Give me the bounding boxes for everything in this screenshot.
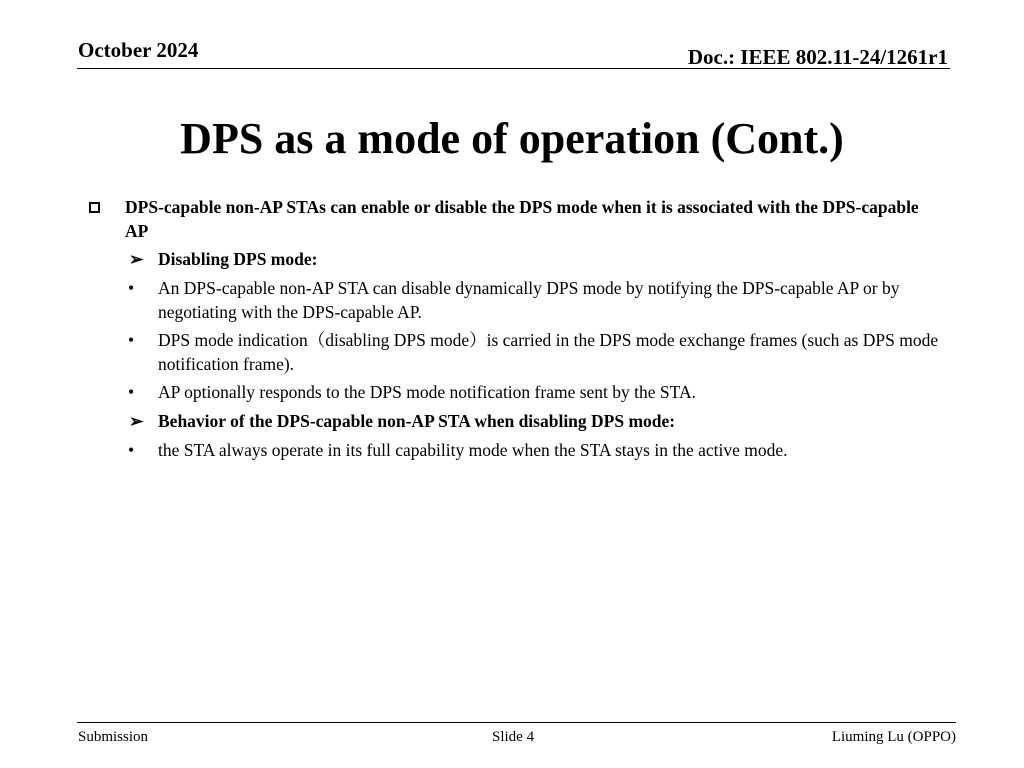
bullet-text: An DPS-capable non-AP STA can disable dynamically DPS mode by notifying the DPS-capable AP or by negotiating with the DPS-capable AP. bbox=[158, 278, 900, 322]
dot-bullet-icon: • bbox=[128, 382, 135, 402]
footer-rule bbox=[77, 722, 956, 723]
slide-title: DPS as a mode of operation (Cont.) bbox=[180, 114, 844, 163]
footer-author: Liuming Lu (OPPO) bbox=[831, 729, 956, 745]
bullet-text: the STA always operate in its full capability mode when the STA stays in the active mode. bbox=[158, 440, 788, 460]
footer-submission: Submission bbox=[78, 729, 149, 745]
bullet-text: DPS mode indication（disabling DPS mode）is carried in the DPS mode exchange frames (such as DPS mode notification frame). bbox=[158, 330, 939, 374]
bullet-text: Disabling DPS mode: bbox=[158, 249, 318, 269]
dot-bullet-icon: • bbox=[128, 440, 135, 460]
dot-bullet-icon: • bbox=[128, 278, 135, 298]
header-date: October 2024 bbox=[78, 38, 199, 62]
bullet-text: AP optionally responds to the DPS mode notification frame sent by the STA. bbox=[158, 382, 696, 402]
square-bullet-icon bbox=[89, 196, 109, 220]
arrow-bullet-icon: ➢ bbox=[129, 411, 144, 431]
header-rule bbox=[77, 68, 950, 69]
dot-bullet-icon: • bbox=[128, 330, 135, 350]
arrow-bullet-icon: ➢ bbox=[129, 249, 144, 269]
footer-slide-number: Slide 4 bbox=[492, 729, 535, 745]
bullet-text: DPS-capable non-AP STAs can enable or disable the DPS mode when it is associated with the DPS-capable AP bbox=[125, 197, 919, 241]
bullet-text: Behavior of the DPS-capable non-AP STA when disabling DPS mode: bbox=[158, 411, 676, 431]
header-doc-id: Doc.: IEEE 802.11-24/1261r1 bbox=[687, 45, 948, 69]
